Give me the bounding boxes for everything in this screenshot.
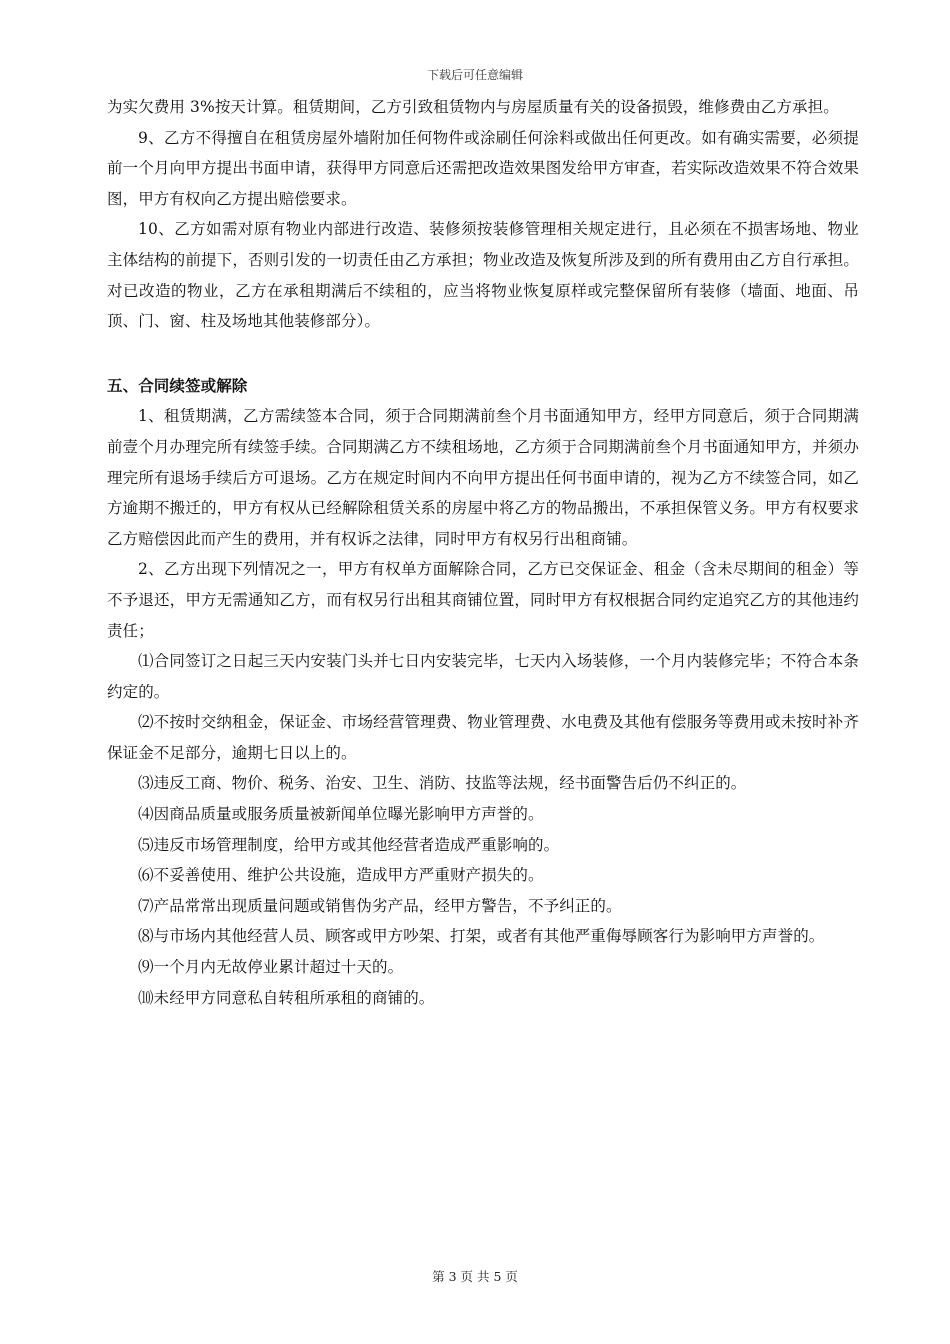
- clause-9: 9、乙方不得擅自在租赁房屋外墙附加任何物件或涂刷任何涂料或做出任何更改。如有确实需要，必须提前一个月向甲方提出书面申请，获得甲方同意后还需把改造效果图发给甲方审查，若实际改造效果不符合效果图，甲方有权向乙方提出赔偿要求。: [107, 128, 859, 208]
- sub-clause-1: ⑴合同签订之日起三天内安装门头并七日内安装完毕，七天内入场装修，一个月内装修完毕；不符合本条约定的。: [107, 652, 859, 701]
- section-5-clause-1: 1、租赁期满，乙方需续签本合同，须于合同期满前叁个月书面通知甲方，经甲方同意后，须于合同期满前壹个月办理完所有续签手续。合同期满乙方不续租场地，乙方须于合同期满前叁个月书面通知甲方，并须办理完所有退场手续后方可退场。乙方在规定时间内不向甲方提出任何书面申请的，视为乙方不续签合同，如乙方逾期不搬迁的，甲方有权从已经解除租赁关系的房屋中将乙方的物品搬出，不承担保管义务。甲方有权要求乙方赔偿因此而产生的费用，并有权诉之法律，同时甲方有权另行出租商铺。: [107, 407, 859, 548]
- section-5-clause-2: 2、乙方出现下列情况之一，甲方有权单方面解除合同，乙方已交保证金、租金（含未尽期间的租金）等不予退还，甲方无需通知乙方，而有权另行出租其商铺位置，同时甲方有权根据合同约定追究乙方的其他违约责任；: [107, 560, 859, 640]
- sub-clause-3: ⑶违反工商、物价、税务、治安、卫生、消防、技监等法规，经书面警告后仍不纠正的。: [138, 774, 747, 793]
- sub-clause-2: ⑵不按时交纳租金，保证金、市场经营管理费、物业管理费、水电费及其他有偿服务等费用或未按时补齐保证金不足部分，逾期七日以上的。: [107, 713, 859, 762]
- section-5-heading: 五、合同续签或解除: [107, 376, 248, 395]
- sub-clause-7: ⑺产品常常出现质量问题或销售伪劣产品，经甲方警告，不予纠正的。: [138, 896, 622, 915]
- paragraph-continuation: 为实欠费用 3%按天计算。租赁期间，乙方引致租赁物内与房屋质量有关的设备损毁，维修费由乙方承担。: [107, 98, 839, 116]
- page-header: 下载后可任意编辑: [426, 68, 523, 82]
- sub-clause-4: ⑷因商品质量或服务质量被新闻单位曝光影响甲方声誉的。: [138, 805, 544, 824]
- clause-10: 10、乙方如需对原有物业内部进行改造、装修须按装修管理相关规定进行，且必须在不损害场地、物业主体结构的前提下，否则引发的一切责任由乙方承担；物业改造及恢复所涉及到的所有费用由乙方自行承担。对已改造的物业，乙方在承租期满后不续租的，应当将物业恢复原样或完整保留所有装修（墙面、地面、吊顶、门、窗、柱及场地其他装修部分）。: [107, 220, 859, 331]
- page-footer: 第 3 页 共 5 页: [432, 1269, 518, 1284]
- sub-clause-5: ⑸违反市场管理制度，给甲方或其他经营者造成严重影响的。: [138, 835, 560, 854]
- sub-clause-6: ⑹不妥善使用、维护公共设施，造成甲方严重财产损失的。: [138, 866, 544, 885]
- sub-clause-9: ⑼一个月内无故停业累计超过十天的。: [138, 958, 404, 977]
- sub-clause-8: ⑻与市场内其他经营人员、顾客或甲方吵架、打架，或者有其他严重侮辱顾客行为影响甲方声誉的。: [138, 927, 825, 946]
- sub-clause-10: ⑽未经甲方同意私自转租所承租的商铺的。: [138, 988, 435, 1007]
- document-body: [107, 92, 859, 1013]
